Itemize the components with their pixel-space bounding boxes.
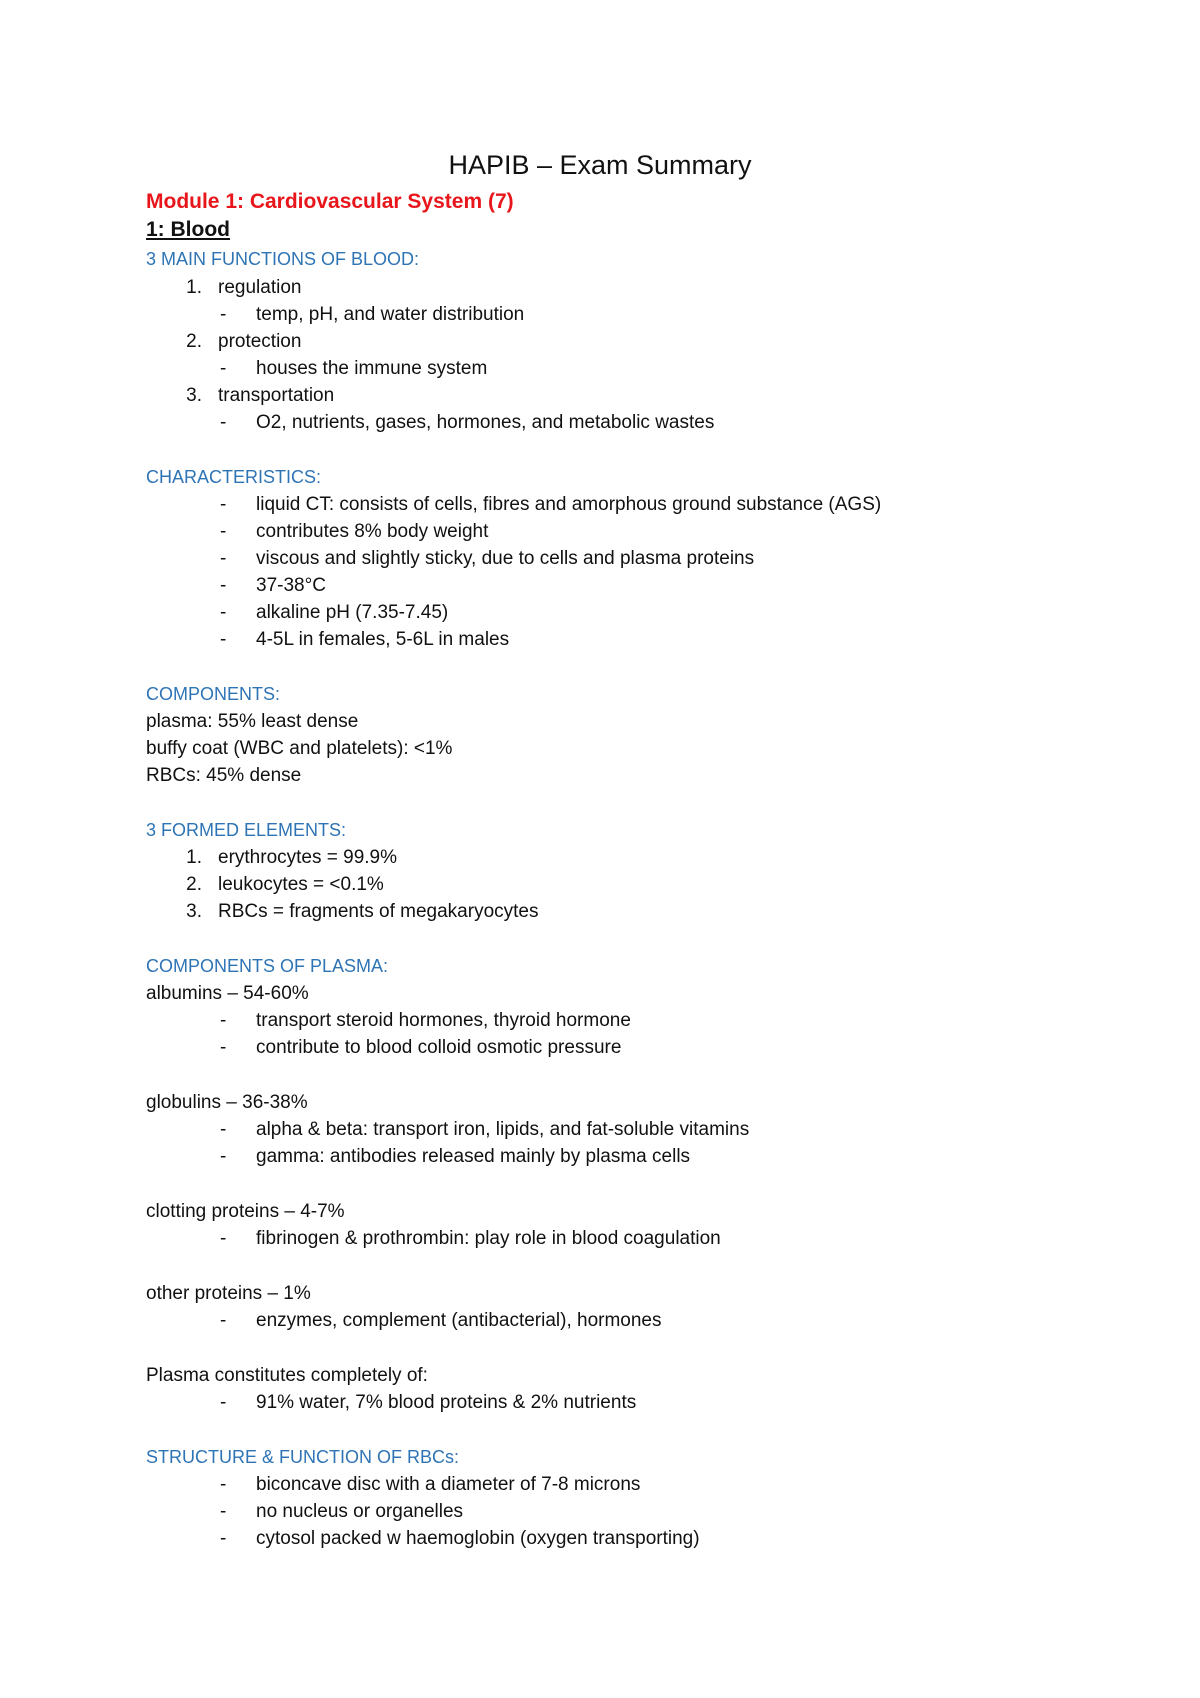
list-text: leukocytes = <0.1%	[218, 874, 384, 895]
bullet-dash: -	[220, 494, 227, 515]
list-text: alpha & beta: transport iron, lipids, and fat-soluble vitamins	[256, 1119, 750, 1140]
list-text: regulation	[218, 277, 302, 298]
bullet-dash: -	[220, 1528, 227, 1549]
bullet-dash: -	[220, 1146, 227, 1167]
list-text: temp, pH, and water distribution	[256, 304, 525, 325]
list-text: 37-38°C	[256, 575, 326, 596]
bullet-dash: -	[220, 1310, 227, 1331]
list-text: RBCs = fragments of megakaryocytes	[218, 901, 539, 922]
bullet-dash: -	[220, 1474, 227, 1495]
paragraph-line: plasma: 55% least dense	[146, 711, 359, 732]
paragraph-line: Plasma constitutes completely of:	[146, 1365, 428, 1386]
main-functions-heading: 3 MAIN FUNCTIONS OF BLOOD:	[146, 249, 420, 269]
rbc-heading: STRUCTURE & FUNCTION OF RBCs:	[146, 1447, 459, 1467]
bullet-dash: -	[220, 548, 227, 569]
list-number: 1.	[186, 277, 202, 298]
list-text: gamma: antibodies released mainly by plasma cells	[256, 1146, 691, 1167]
list-text: O2, nutrients, gases, hormones, and metabolic wastes	[256, 412, 715, 433]
list-text: biconcave disc with a diameter of 7-8 microns	[256, 1474, 641, 1495]
bullet-dash: -	[220, 1037, 227, 1058]
paragraph-line: RBCs: 45% dense	[146, 765, 302, 786]
characteristics-heading: CHARACTERISTICS:	[146, 467, 322, 487]
bullet-dash: -	[220, 304, 227, 325]
list-text: contributes 8% body weight	[256, 521, 489, 542]
formed-elements-heading: 3 FORMED ELEMENTS:	[146, 820, 347, 840]
plasma-components-heading: COMPONENTS OF PLASMA:	[146, 956, 389, 976]
list-number: 3.	[186, 901, 202, 922]
document-title: HAPIB – Exam Summary	[448, 150, 752, 180]
bullet-dash: -	[220, 1119, 227, 1140]
paragraph-line: clotting proteins – 4-7%	[146, 1201, 345, 1222]
list-number: 3.	[186, 385, 202, 406]
section-title: 1: Blood	[146, 218, 230, 241]
list-text: erythrocytes = 99.9%	[218, 847, 398, 868]
list-text: 4-5L in females, 5-6L in males	[256, 629, 510, 650]
bullet-dash: -	[220, 358, 227, 379]
paragraph-line: buffy coat (WBC and platelets): <1%	[146, 738, 453, 759]
list-number: 1.	[186, 847, 202, 868]
bullet-dash: -	[220, 1501, 227, 1522]
bullet-dash: -	[220, 629, 227, 650]
paragraph-line: globulins – 36-38%	[146, 1092, 308, 1113]
paragraph-line: albumins – 54-60%	[146, 983, 309, 1004]
bullet-dash: -	[220, 521, 227, 542]
list-text: fibrinogen & prothrombin: play role in blood coagulation	[256, 1228, 721, 1249]
list-text: enzymes, complement (antibacterial), hormones	[256, 1310, 662, 1331]
list-text: contribute to blood colloid osmotic pressure	[256, 1037, 622, 1058]
list-text: 91% water, 7% blood proteins & 2% nutrients	[256, 1392, 637, 1413]
list-text: houses the immune system	[256, 358, 488, 379]
list-number: 2.	[186, 874, 202, 895]
module-title: Module 1: Cardiovascular System (7)	[146, 190, 514, 213]
paragraph-line: other proteins – 1%	[146, 1283, 311, 1304]
list-text: alkaline pH (7.35-7.45)	[256, 602, 449, 623]
bullet-dash: -	[220, 602, 227, 623]
bullet-dash: -	[220, 575, 227, 596]
list-text: protection	[218, 331, 302, 352]
list-number: 2.	[186, 331, 202, 352]
list-text: viscous and slightly sticky, due to cells and plasma proteins	[256, 548, 755, 569]
list-text: transport steroid hormones, thyroid hormone	[256, 1010, 631, 1031]
bullet-dash: -	[220, 412, 227, 433]
bullet-dash: -	[220, 1228, 227, 1249]
bullet-dash: -	[220, 1010, 227, 1031]
list-text: cytosol packed w haemoglobin (oxygen transporting)	[256, 1528, 700, 1549]
components-heading: COMPONENTS:	[146, 684, 281, 704]
list-text: no nucleus or organelles	[256, 1501, 464, 1522]
list-text: liquid CT: consists of cells, fibres and amorphous ground substance (AGS)	[256, 494, 882, 515]
list-text: transportation	[218, 385, 335, 406]
bullet-dash: -	[220, 1392, 227, 1413]
